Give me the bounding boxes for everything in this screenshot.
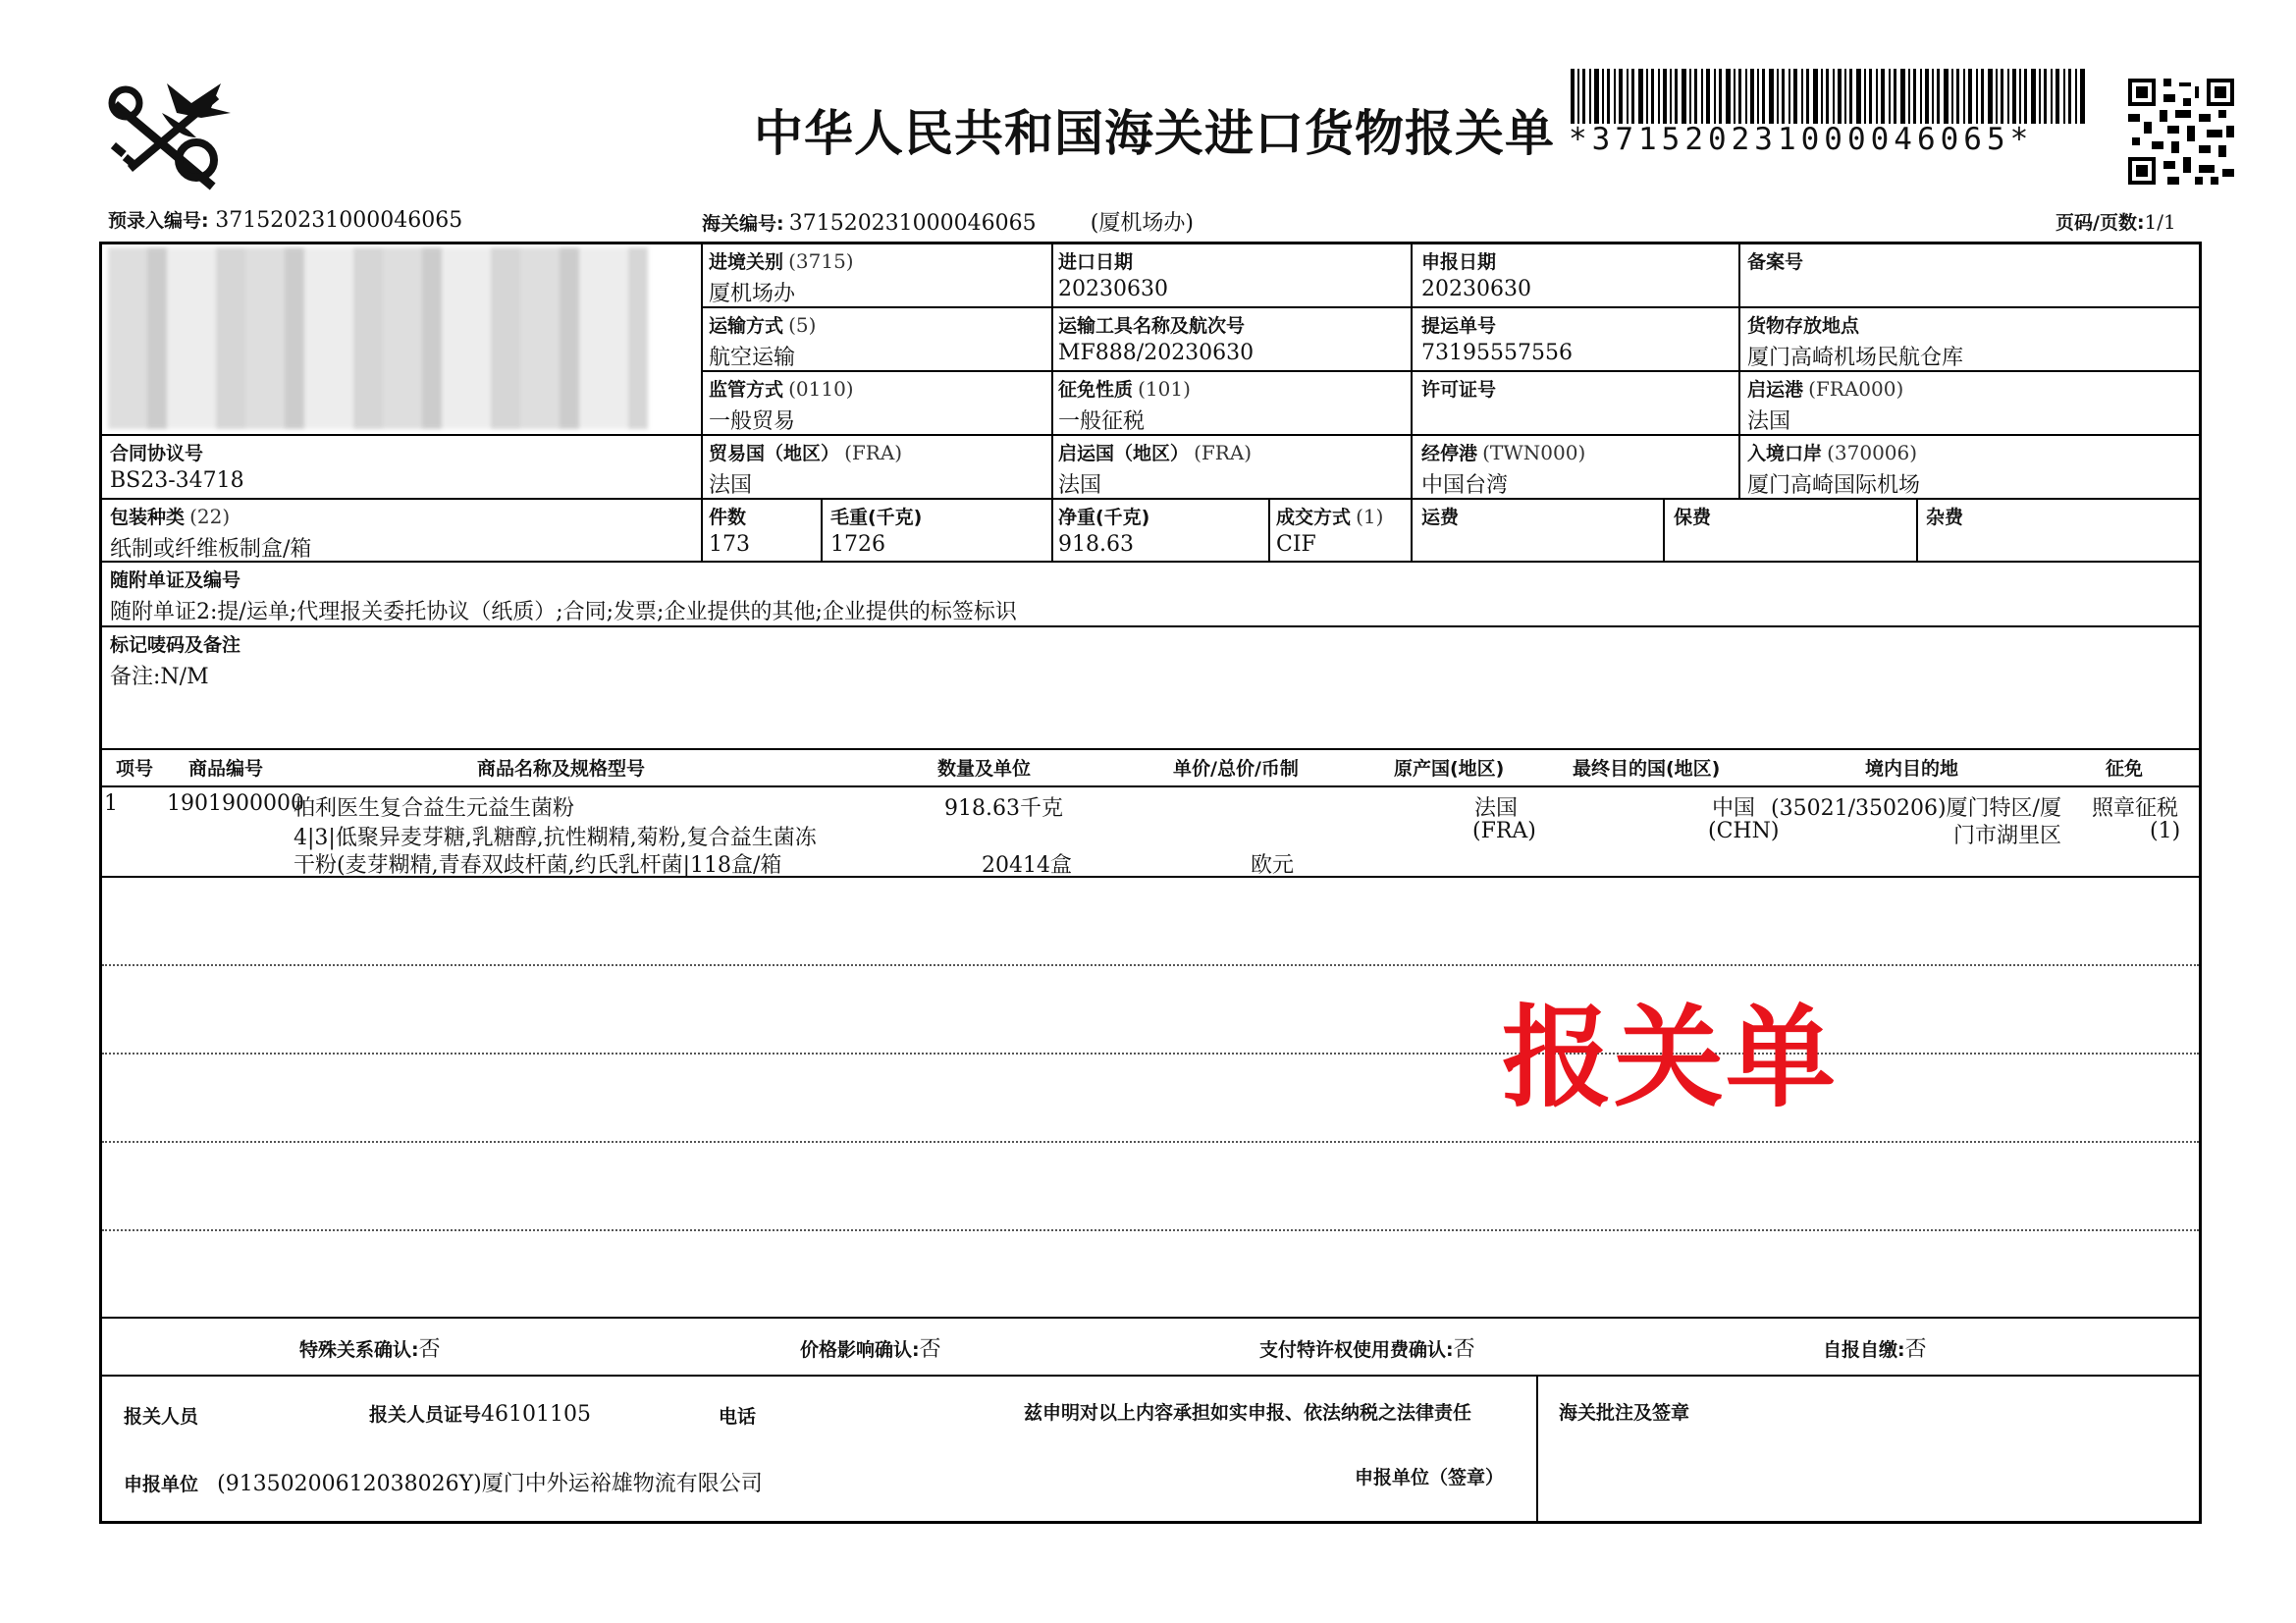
vehicle-value: MF888/20230630	[1058, 341, 1255, 365]
label: 入境口岸	[1747, 443, 1823, 464]
declare-date-value: 20230630	[1421, 277, 1531, 301]
customs-approval-label: 海关批注及签章	[1559, 1402, 1690, 1424]
goods-header-no: 项号	[116, 758, 154, 780]
trade-country-value: 法国	[709, 473, 753, 498]
barcode-graphic	[1571, 69, 2085, 124]
page-value: 1/1	[2144, 210, 2176, 234]
stop-port-value: 中国台湾	[1421, 473, 1509, 498]
goods-dest-country-code: (CHN)	[1708, 819, 1780, 843]
prerecord-label: 预录入编号:	[108, 210, 209, 232]
bill-no-value: 73195557556	[1421, 341, 1573, 365]
declarant-label: 报关人员	[124, 1406, 199, 1428]
entry-customs-value: 厦机场办	[709, 282, 796, 306]
import-date-value: 20230630	[1058, 277, 1168, 301]
goods-qty1: 918.63千克	[944, 796, 1063, 821]
prerecord-number	[108, 206, 462, 233]
customs-emblem-icon	[108, 74, 231, 191]
code: (3715)	[788, 249, 854, 273]
label: 经停港	[1421, 443, 1478, 464]
document-title: 中华人民共和国海关进口货物报关单	[754, 105, 1555, 162]
label: 特殊关系确认:	[299, 1339, 419, 1361]
label: 贸易国（地区）	[709, 443, 840, 464]
bill-no-label: 提运单号	[1421, 315, 1497, 337]
goods-header-domestic-dest: 境内目的地	[1865, 758, 1959, 780]
value: 否	[418, 1337, 441, 1362]
pieces-value: 173	[709, 532, 750, 557]
field-trade-country	[709, 439, 902, 465]
goods-dest-country: 中国	[1712, 796, 1756, 821]
goods-hs-code: 1901900000	[167, 791, 304, 816]
goods-name-line2: 4|3|低聚异麦芽糖,乳糖醇,抗性糊精,菊粉,复合益生菌冻	[294, 826, 817, 850]
goods-domestic-dest-line1: (35021/350206)厦门特区/厦	[1771, 796, 2061, 821]
declaring-unit	[124, 1467, 763, 1497]
qr-code-graphic	[2128, 79, 2234, 185]
license-label: 许可证号	[1421, 379, 1497, 401]
value: 46101105	[481, 1402, 591, 1427]
code: (370006)	[1827, 441, 1918, 464]
misc-label: 杂费	[1926, 507, 1964, 528]
contract-value: BS23-34718	[110, 468, 244, 493]
goods-header-dest-country: 最终目的国(地区)	[1573, 758, 1721, 780]
goods-levy-line1: 照章征税	[2092, 796, 2179, 821]
label: 成交方式	[1276, 507, 1352, 528]
departure-port-value: 法国	[1747, 409, 1791, 434]
freight-label: 运费	[1421, 507, 1460, 528]
goods-currency: 欧元	[1251, 853, 1295, 878]
goods-name-line3: 干粉(麦芽糊精,青春双歧杆菌,约氏乳杆菌|118盒/箱	[294, 853, 782, 878]
code: (FRA000)	[1808, 377, 1904, 401]
goods-domestic-dest-line2: 门市湖里区	[1953, 824, 2062, 848]
field-stop-port	[1421, 439, 1585, 465]
code: (TWN000)	[1482, 441, 1586, 464]
code: (0110)	[788, 377, 854, 401]
value: (91350200612038026Y)厦门中外运裕雄物流有限公司	[217, 1472, 763, 1496]
documents-label: 随附单证及编号	[110, 569, 241, 591]
code: (22)	[189, 505, 231, 528]
departure-country-value: 法国	[1058, 473, 1102, 498]
code: (1)	[1356, 505, 1384, 528]
goods-qty2: 20414盒	[982, 853, 1072, 878]
value: 否	[1453, 1337, 1475, 1362]
contract-label: 合同协议号	[110, 443, 204, 464]
value: 否	[1904, 1337, 1927, 1362]
declaration-statement: 兹申明对以上内容承担如实申报、依法纳税之法律责任	[1024, 1402, 1472, 1424]
net-weight-value: 918.63	[1058, 532, 1134, 557]
goods-header-origin: 原产国(地区)	[1394, 758, 1505, 780]
goods-no: 1	[104, 791, 118, 816]
confirm-special-relation	[299, 1332, 441, 1363]
record-no-label: 备案号	[1747, 251, 1804, 273]
transport-mode-value: 航空运输	[709, 346, 796, 370]
page-label: 页码/页数:	[2056, 212, 2145, 234]
remarks-value: 备注:N/M	[110, 665, 209, 689]
goods-origin-code: (FRA)	[1472, 819, 1536, 843]
code: (101)	[1138, 377, 1191, 401]
goods-header-levy: 征免	[2106, 758, 2144, 780]
confirm-price-impact	[800, 1332, 941, 1363]
label: 启运港	[1747, 379, 1804, 401]
field-entry-port	[1747, 439, 1917, 465]
deal-mode-value: CIF	[1276, 532, 1316, 557]
goods-origin: 法国	[1474, 796, 1519, 821]
label: 征免性质	[1058, 379, 1134, 401]
label: 自报自缴:	[1823, 1339, 1905, 1361]
customs-number-value: 371520231000046065	[788, 211, 1037, 236]
pieces-label: 件数	[709, 507, 747, 528]
storage-value: 厦门高崎机场民航仓库	[1747, 346, 1964, 370]
label: 包装种类	[110, 507, 186, 528]
code: (FRA)	[844, 441, 903, 464]
value: 否	[919, 1337, 941, 1362]
phone-label: 电话	[719, 1406, 757, 1428]
confirm-self-pay	[1823, 1332, 1927, 1363]
vehicle-label: 运输工具名称及航次号	[1058, 315, 1246, 337]
page-indicator	[2056, 208, 2176, 235]
prerecord-value: 371520231000046065	[215, 208, 463, 233]
goods-levy-line2: (1)	[2150, 819, 2181, 843]
label: 报关人员证号	[369, 1404, 482, 1426]
field-levy	[1058, 375, 1191, 402]
documents-value: 随附单证2:提/运单;代理报关委托协议（纸质）;合同;发票;企业提供的其他;企业提供的标签标识	[110, 600, 1017, 624]
label: 价格影响确认:	[800, 1339, 920, 1361]
watermark-text: 报关单	[1502, 995, 1838, 1122]
label: 启运国（地区）	[1058, 443, 1190, 464]
code: (FRA)	[1194, 441, 1253, 464]
net-weight-label: 净重(千克)	[1058, 507, 1150, 528]
goods-name-line1: 柏利医生复合益生元益生菌粉	[294, 796, 575, 821]
goods-header-price: 单价/总价/币制	[1173, 758, 1299, 780]
goods-header-name: 商品名称及规格型号	[477, 758, 646, 780]
field-entry-customs	[709, 247, 854, 274]
redacted-consignee-block	[108, 247, 648, 429]
field-departure-country	[1058, 439, 1252, 465]
field-transport-mode	[709, 311, 816, 338]
insurance-label: 保费	[1674, 507, 1712, 528]
field-departure-port	[1747, 375, 1903, 402]
goods-header-hs-code: 商品编号	[188, 758, 264, 780]
label: 进境关别	[709, 251, 784, 273]
label: 支付特许权使用费确认:	[1259, 1339, 1454, 1361]
label: 申报单位	[124, 1474, 199, 1495]
goods-header-qty: 数量及单位	[937, 758, 1032, 780]
label: 运输方式	[709, 315, 784, 337]
supervision-value: 一般贸易	[709, 409, 796, 434]
storage-label: 货物存放地点	[1747, 315, 1860, 337]
levy-value: 一般征税	[1058, 409, 1146, 434]
declarant-cert	[369, 1400, 591, 1427]
gross-weight-value: 1726	[830, 532, 885, 557]
declare-date-label: 申报日期	[1421, 251, 1497, 273]
customs-number	[702, 206, 1194, 237]
customs-number-label: 海关编号:	[702, 213, 784, 235]
field-package-type	[110, 503, 230, 529]
gross-weight-label: 毛重(千克)	[830, 507, 923, 528]
customs-office: (厦机场办)	[1090, 211, 1194, 236]
code: (5)	[788, 313, 817, 337]
field-supervision	[709, 375, 854, 402]
label: 监管方式	[709, 379, 784, 401]
confirm-royalty	[1259, 1332, 1475, 1363]
declaring-unit-seal-label: 申报单位（签章）	[1355, 1467, 1505, 1488]
package-type-value: 纸制或纤维板制盒/箱	[110, 537, 312, 562]
import-date-label: 进口日期	[1058, 251, 1134, 273]
field-deal-mode	[1276, 503, 1383, 529]
remarks-label: 标记唛码及备注	[110, 634, 241, 656]
barcode-text: *371520231000046065*	[1569, 122, 2034, 157]
entry-port-value: 厦门高崎国际机场	[1747, 473, 1921, 498]
